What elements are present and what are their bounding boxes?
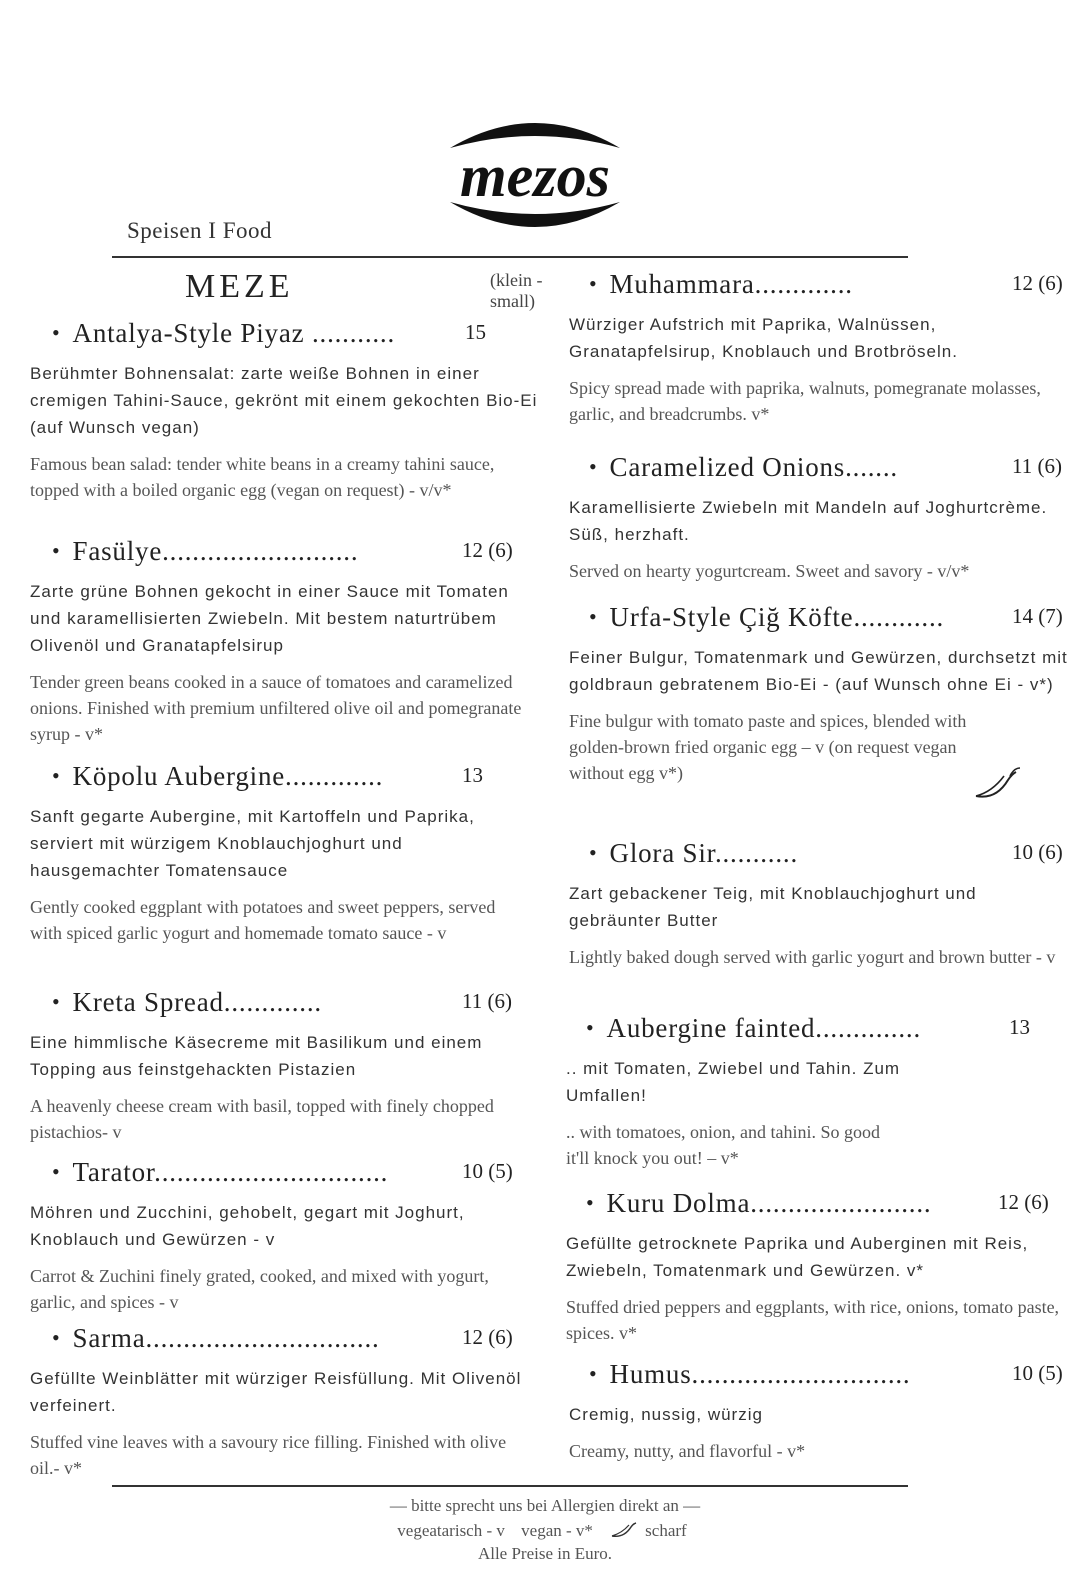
item-description-en: Famous bean salad: tender white beans in a creamy tahini sauce, topped with a boiled organic egg (vegan on request) - v/v* <box>30 454 495 500</box>
item-name: • Antalya-Style Piyaz ........... <box>52 318 395 349</box>
prices-note: Alle Preise in Euro. <box>477 1544 613 1563</box>
top-divider <box>112 256 908 258</box>
item-description-de: Zart gebackener Teig, mit Knoblauchjoghurt und gebräunter Butter <box>569 884 977 930</box>
item-price: 13 <box>462 763 483 787</box>
legend-spicy <box>609 1521 693 1540</box>
menu-item-kuru-dolma <box>566 1188 1066 1346</box>
item-name: • Sarma............................... <box>52 1323 380 1354</box>
portion-note <box>490 270 542 312</box>
item-description-en: .. with tomatoes, onion, and tahini. So good it'll knock you out! – v* <box>566 1122 880 1168</box>
item-price: 12 (6) <box>462 538 513 562</box>
portion-note-line: small) <box>490 291 535 311</box>
menu-item-humus <box>569 1359 1069 1464</box>
item-name: • Urfa-Style Çiğ Köfte............ <box>589 602 944 633</box>
mezos-logo <box>440 110 630 240</box>
item-description-en: A heavenly cheese cream with basil, topped with finely chopped pistachios- v <box>30 1096 494 1142</box>
section-label: Speisen I Food <box>127 218 272 243</box>
item-description-en: Stuffed dried peppers and eggplants, with rice, onions, tomato paste, spices. v* <box>566 1297 1060 1343</box>
item-description-de: Cremig, nussig, würzig <box>569 1405 763 1424</box>
portion-note-line: (klein - <box>490 270 543 290</box>
item-name: • Fasülye.......................... <box>52 536 358 567</box>
item-description-de: Sanft gegarte Aubergine, mit Kartoffeln und Paprika, serviert mit würzigem Knoblauchjoghurt und hausgemachter Tomatensauce <box>30 807 475 880</box>
menu-item-fasulye <box>30 536 542 747</box>
item-price: 12 (6) <box>462 1325 513 1349</box>
item-description-en: Lightly baked dough served with garlic yogurt and brown butter - v <box>569 947 1056 967</box>
menu-item-cig-kofte <box>569 602 1069 786</box>
item-price: 10 (6) <box>1012 840 1063 864</box>
item-name: • Muhammara............. <box>589 269 853 300</box>
item-description-en: Carrot & Zuchini finely grated, cooked, and mixed with yogurt, garlic, and spices - v <box>30 1266 489 1312</box>
menu-item-kreta <box>30 987 530 1145</box>
legend-spicy-label: scharf <box>645 1521 687 1540</box>
menu-item-tarator <box>30 1157 530 1315</box>
item-name: • Humus............................. <box>589 1359 910 1390</box>
item-description-en: Fine bulgur with tomato paste and spices, blended with golden-brown fried organic egg – v (on request vegan without egg v*) <box>569 711 967 783</box>
menu-item-aubergine-fainted <box>566 1013 1066 1171</box>
menu-item-muhammara <box>569 269 1069 427</box>
item-price: 10 (5) <box>462 1159 513 1183</box>
menu-item-kopolu <box>30 761 530 946</box>
item-description-de: Möhren und Zucchini, gehobelt, gegart mit Joghurt, Knoblauch und Gewürzen - v <box>30 1203 465 1249</box>
legend-vegan: vegan - v* <box>521 1521 593 1540</box>
item-price: 14 (7) <box>1012 604 1063 628</box>
diet-legend <box>0 1519 1090 1543</box>
meze-title: MEZE <box>185 268 294 305</box>
bottom-divider <box>112 1485 908 1487</box>
item-name: • Kreta Spread............. <box>52 987 322 1018</box>
item-description-en: Spicy spread made with paprika, walnuts, pomegranate molasses, garlic, and breadcrumbs. v* <box>569 378 1041 424</box>
item-name: • Tarator............................... <box>52 1157 388 1188</box>
item-description-de: Gefüllte getrocknete Paprika und Auberginen mit Reis, Zwiebeln, Tomatenmark und Gewürzen. v* <box>566 1234 1029 1280</box>
item-description-de: Eine himmlische Käsecreme mit Basilikum und einem Topping aus feinstgehackten Pistazien <box>30 1033 483 1079</box>
item-description-en: Creamy, nutty, and flavorful - v* <box>569 1441 806 1461</box>
item-price: 11 (6) <box>1012 454 1062 478</box>
logo-text: mezos <box>460 143 610 209</box>
item-price: 13 <box>1009 1015 1030 1039</box>
menu-item-onions <box>569 452 1069 584</box>
item-name: • Aubergine fainted.............. <box>586 1013 921 1044</box>
item-description-de: Gefüllte Weinblätter mit würziger Reisfüllung. Mit Olivenöl verfeinert. <box>30 1369 522 1415</box>
item-description-en: Tender green beans cooked in a sauce of tomatoes and caramelized onions. Finished with premium unfiltered olive oil and pomegranate syrup - v* <box>30 672 522 744</box>
item-name: • Kuru Dolma........................ <box>586 1188 931 1219</box>
chili-pepper-icon <box>970 766 1022 804</box>
menu-item-glora-sir <box>569 838 1074 970</box>
item-description-de: Würziger Aufstrich mit Paprika, Walnüssen, Granatapfelsirup, Knoblauch und Brotbröseln. <box>569 315 958 361</box>
item-name: • Caramelized Onions....... <box>589 452 898 483</box>
menu-item-sarma <box>30 1323 530 1481</box>
item-description-en: Served on hearty yogurtcream. Sweet and savory - v/v* <box>569 561 970 581</box>
item-price: 12 (6) <box>998 1190 1049 1214</box>
item-name: • Glora Sir........... <box>589 838 798 869</box>
allergy-note: — bitte sprecht uns bei Allergien direkt an — <box>389 1496 701 1515</box>
item-price: 10 (5) <box>1012 1361 1063 1385</box>
item-description-de: Zarte grüne Bohnen gekocht in einer Sauce mit Tomaten und karamellisierten Zwiebeln. Mit bestem naturtrübem Olivenöl und Granatapfelsirup <box>30 582 509 655</box>
chili-pepper-icon <box>609 1520 639 1540</box>
item-description-de: Karamellisierte Zwiebeln mit Mandeln auf Joghurtcrème. Süß, herzhaft. <box>569 498 1048 544</box>
item-price: 11 (6) <box>462 989 512 1013</box>
item-description-de: .. mit Tomaten, Zwiebel und Tahin. Zum Umfallen! <box>566 1059 901 1105</box>
item-description-de: Berühmter Bohnensalat: zarte weiße Bohnen in einer cremigen Tahini-Sauce, gekrönt mit einem gekochten Bio-Ei (auf Wunsch vegan) <box>30 364 538 437</box>
menu-item-piyaz <box>30 318 540 503</box>
legend-vegetarian: vegeatarisch - v <box>397 1521 505 1540</box>
item-description-en: Gently cooked eggplant with potatoes and sweet peppers, served with spiced garlic yogurt and homemade tomato sauce - v <box>30 897 496 943</box>
item-price: 15 <box>465 320 486 344</box>
item-name: • Köpolu Aubergine............. <box>52 761 383 792</box>
item-price: 12 (6) <box>1012 271 1063 295</box>
item-description-de: Feiner Bulgur, Tomatenmark und Gewürzen, durchsetzt mit goldbraun gebratenem Bio-Ei - (auf Wunsch ohne Ei - v*) <box>569 648 1068 694</box>
item-description-en: Stuffed vine leaves with a savoury rice filling. Finished with olive oil.- v* <box>30 1432 507 1478</box>
